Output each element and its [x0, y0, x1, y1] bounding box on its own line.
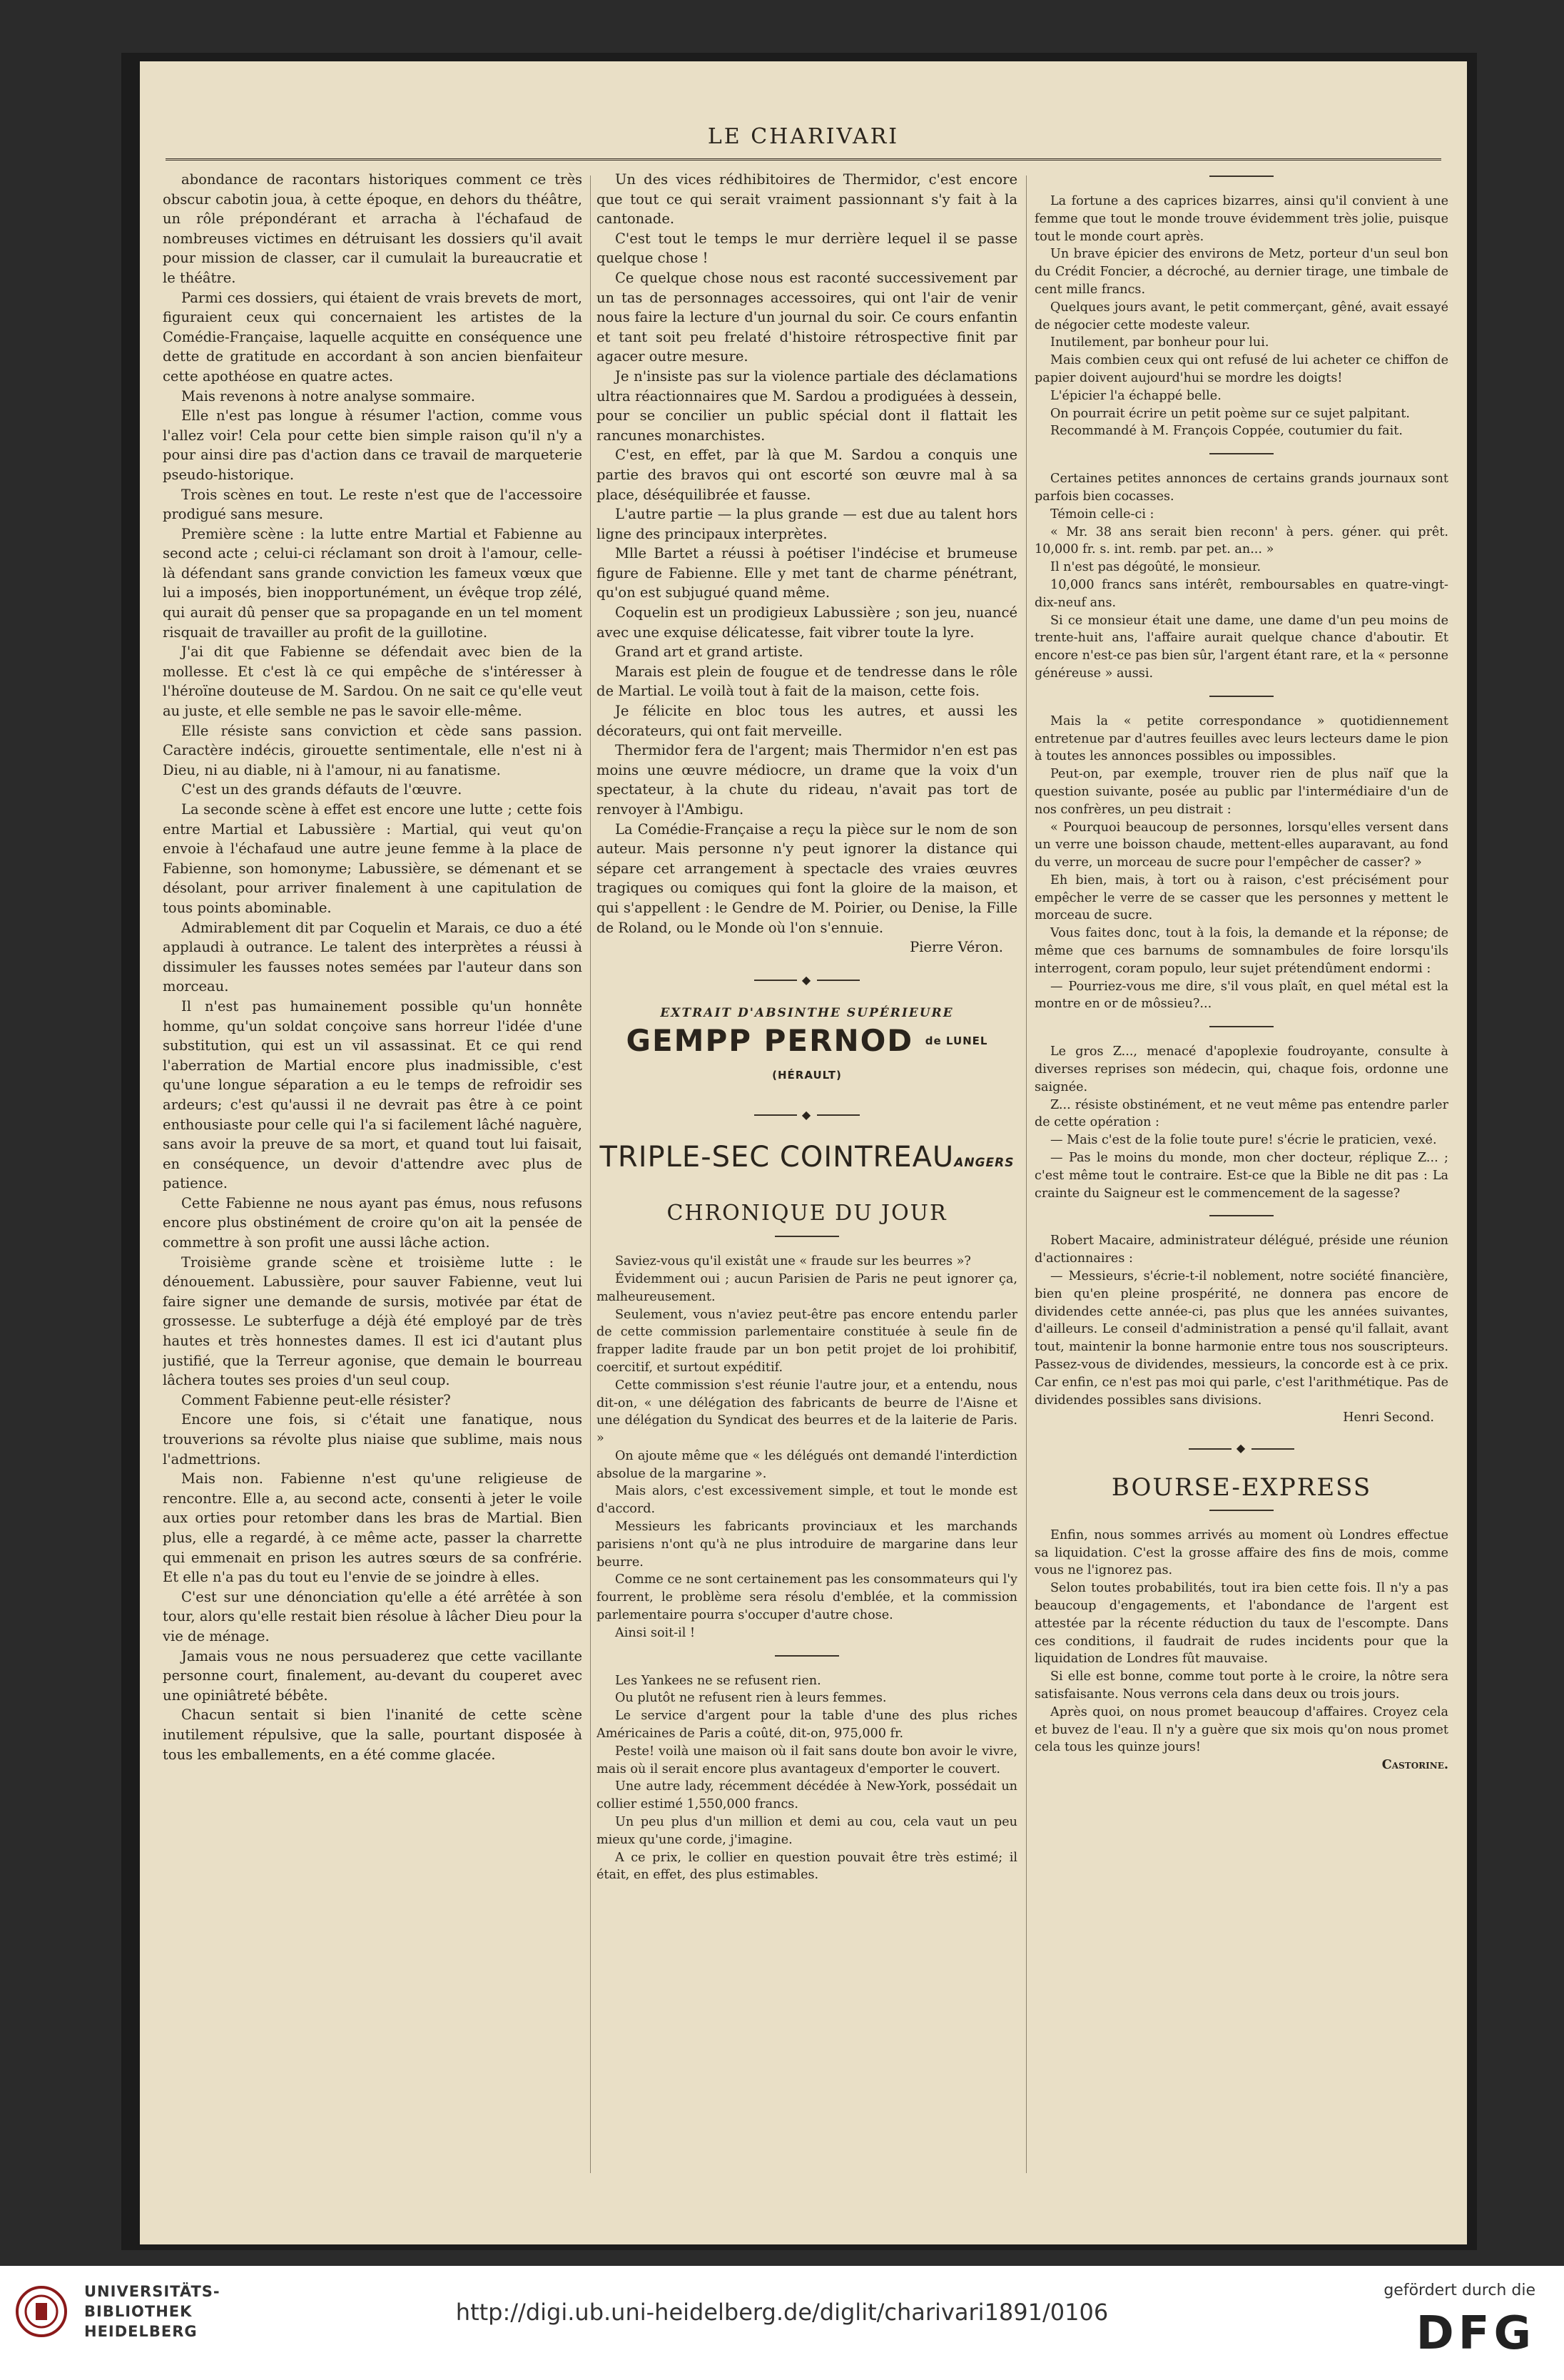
paragraph: C'est, en effet, par là que M. Sardou a conquis une partie des bravos qui ont escorté son œuvre mal à sa place, déséquilibrée et fausse. — [596, 447, 1017, 503]
paragraph: Marais est plein de fougue et de tendresse dans le rôle de Martial. Le voilà tout à fait de la maison, cette fois. — [596, 663, 1017, 700]
paragraph: Recommandé à M. François Coppée, coutumier du fait. — [1050, 424, 1403, 439]
column-2 — [596, 170, 1017, 2189]
paragraph: L'épicier l'a échappé belle. — [1050, 388, 1222, 403]
separator — [1209, 176, 1274, 177]
paragraph: Je félicite en bloc tous les autres, et aussi les décorateurs, qui ont fait merveille. — [596, 703, 1017, 739]
header-rule — [166, 158, 1441, 161]
column-rule — [1026, 176, 1027, 2173]
ornament-divider: ◆ — [596, 1105, 1017, 1125]
section-title-bourse: BOURSE-EXPRESS — [1111, 1473, 1372, 1502]
paragraph: Chacun sentait si bien l'inanité de cette scène inutilement répulsive, que la salle, pourtant disposée à tous les emballements, en a été comme glacée. — [163, 1707, 582, 1763]
paragraph: Messieurs les fabricants provinciaux et les marchands parisiens n'ont qu'à ne plus introduire de margarine dans leur beurre. — [596, 1520, 1017, 1570]
paragraph: Trois scènes en tout. Le reste n'est que de l'accessoire prodigué sans mesure. — [163, 486, 582, 523]
paragraph: — Pas le moins du monde, mon cher docteur, réplique Z... ; c'est même tout le contraire. Est-ce que la Bible ne dit pas : La crainte du Saigneur est le commencement de la sagesse? — [1035, 1151, 1448, 1201]
paragraph: Troisième grande scène et troisième lutte : le dénouement. Labussière, pour sauver Fabienne, veut lui faire signer une demande de sursis, motivée par état de grossesse. Le subterfuge a déjà été employé par de très hautes et très honnestes dames. Il est ici d'autant plus justifié, que la Terreur agonise, que demain le bourreau lâchera toutes ses proies d'un seul coup. — [163, 1253, 582, 1389]
paragraph: Thermidor fera de l'argent; mais Thermidor n'en est pas moins une œuvre médiocre, un drame que la voix d'un spectateur, à la chute du rideau, n'avait pas tort de renvoyer à l'Ambigu. — [596, 742, 1017, 818]
ad-line-2: GEMPP PERNOD $^{de LUNEL (HÉRAULT)}$ — [626, 1022, 988, 1082]
paragraph: Mais combien ceux qui ont refusé de lui acheter ce chiffon de papier doivent aujourd'hui se mordre les doigts! — [1035, 353, 1448, 385]
ad-line-1: EXTRAIT D'ABSINTHE SUPÉRIEURE — [660, 1006, 954, 1021]
paragraph: Parmi ces dossiers, qui étaient de vrais brevets de mort, figuraient ceux qui concernaient les artistes de la Comédie-Française, laquelle acquitte en conséquence une dette de gratitude en accordant à son ancien bienfaiteur cette apothéose en quatre actes. — [163, 289, 582, 385]
paragraph: abondance de racontars historiques comment ce très obscur cabotin joua, à cette époque, en dehors du théâtre, un rôle prépondérant et arracha à l'échafaud de nombreuses victimes en détruisant les dossiers qu'il avait pour mission de classer, car il cumulait la bureaucratie et le théâtre. — [163, 171, 582, 286]
paragraph: Vous faites donc, tout à la fois, la demande et la réponse; de même que ces barnums de somnambules de foire lorsqu'ils interrogent, coram populo, leur sujet prétendûment endormi : — [1035, 926, 1448, 976]
advertisement — [596, 1004, 1017, 1181]
separator — [775, 1236, 839, 1237]
paragraph: Une autre lady, récemment décédée à New-York, possédait un collier estimé 1,550,000 francs. — [596, 1779, 1017, 1812]
paragraph: On ajoute même que « les délégués ont demandé l'interdiction absolue de la margarine ». — [596, 1448, 1017, 1481]
paragraph: Encore une fois, si c'était une fanatique, nous trouverions sa révolte plus niaise que sublime, mais nous l'admettrions. — [163, 1411, 582, 1468]
dfg-logo: DFG — [1416, 2307, 1535, 2360]
paragraph: Mlle Bartet a réussi à poétiser l'indécise et brumeuse figure de Fabienne. Elle y met tant de charme pénétrant, qu'on est subjugué quand même. — [596, 545, 1017, 601]
masthead: LE CHARIVARI — [707, 124, 900, 149]
paragraph: Le service d'argent pour la table d'une des plus riches Américaines de Paris a coûté, dit-on, 975,000 fr. — [596, 1709, 1017, 1741]
paragraph: — Mais c'est de la folie toute pure! s'écrie le praticien, vexé. — [1050, 1133, 1437, 1148]
separator — [1209, 1215, 1274, 1216]
paragraph: Robert Macaire, administrateur délégué, préside une réunion d'actionnaires : — [1035, 1234, 1448, 1266]
paragraph: Si ce monsieur était une dame, une dame d'un peu moins de trente-huit ans, l'affaire aurait quelque chance d'aboutir. Et encore n'est-ce pas bien sûr, l'argent étant rare, et la « personne généreuse » aussi. — [1035, 613, 1448, 681]
footer-bar — [0, 2266, 1564, 2380]
paragraph: Grand art et grand artiste. — [615, 644, 803, 661]
paragraph: Ainsi soit-il ! — [615, 1625, 696, 1640]
paragraph: A ce prix, le collier en question pouvait être très estimé; il était, en effet, des plus estimables. — [596, 1850, 1017, 1883]
paragraph: C'est un des grands défauts de l'œuvre. — [181, 781, 462, 798]
paragraph: La Comédie-Française a reçu la pièce sur le nom de son auteur. Mais personne n'y peut ignorer la distance qui sépare cet arrangement à spectacle des vraies œuvres tragiques ou comiques qui font la gloire de la maison, et qui s'appellent : le Gendre de M. Poirier, ou Denise, la Fille de Roland, ou le Monde où l'on s'ennuie. — [596, 820, 1017, 936]
separator — [1209, 1510, 1274, 1511]
paragraph: Jamais vous ne nous persuaderez que cette vacillante personne court, finalement, au-devant du couperet avec une opiniâtreté bébête. — [163, 1647, 582, 1704]
signature-henri-second: Henri Second. — [1343, 1410, 1434, 1425]
newspaper-page — [140, 61, 1467, 2244]
paragraph: J'ai dit que Fabienne se défendait avec bien de la mollesse. Et c'est là ce qui empêche de s'intéresser à l'héroïne douteuse de M. Sardou. On ne sait ce qu'elle veut au juste, et elle semble ne pas le savoir elle-même. — [163, 644, 582, 720]
university-name: UNIVERSITÄTS- BIBLIOTHEK HEIDELBERG — [84, 2283, 220, 2340]
paragraph: — Messieurs, s'écrie-t-il noblement, notre société financière, bien qu'en pleine prospérité, ne donnera pas encore de dividendes cette année-ci, pas plus que les années suivantes, d'ailleurs. Le conseil d'administration a pensé qu'il fallait, avant tout, maintenir la bonne harmonie entre tous nos souscripteurs. Passez-vous de dividendes, messieurs, la concorde est à ce prix. Car enfin, ce n'est pas moi qui parle, c'est l'arithmétique. Pas de dividendes possibles sans divisions. — [1035, 1269, 1448, 1408]
column-1 — [163, 170, 582, 2189]
column-rule — [590, 176, 591, 2173]
paragraph: Témoin celle-ci : — [1050, 507, 1154, 522]
paragraph: L'autre partie — la plus grande — est due au talent hors ligne des principaux interprètes. — [596, 506, 1017, 542]
paragraph: Mais alors, c'est excessivement simple, et tout le monde est d'accord. — [596, 1484, 1017, 1517]
separator — [1209, 1026, 1274, 1027]
paragraph: Comment Fabienne peut-elle résister? — [181, 1391, 451, 1408]
paragraph: « Pourquoi beaucoup de personnes, lorsqu'elles versent dans un verre une boisson chaude, mettent-elles auparavant, au fond du verre, un morceau de sucre pour l'empêcher de casser? » — [1035, 820, 1448, 870]
paragraph: Après quoi, on nous promet beaucoup d'affaires. Croyez cela et buvez de l'eau. Il n'y a guère que six mois qu'on nous promet cela tous les quinze jours! — [1035, 1704, 1448, 1755]
ad-line-3: TRIPLE-SEC COINTREAUANGERS — [599, 1140, 1015, 1174]
separator — [1209, 453, 1274, 454]
paragraph: — Pourriez-vous me dire, s'il vous plaît, en quel métal est la montre en or de môssieu?... — [1035, 979, 1448, 1012]
paragraph: Un des vices rédhibitoires de Thermidor, c'est encore que tout ce qui serait vraiment passionnant s'y fait à la cantonade. — [596, 171, 1017, 228]
signature-castorine: Castorine. — [1381, 1757, 1448, 1773]
paragraph: « Mr. 38 ans serait bien reconn' à pers. géner. qui prêt. 10,000 fr. s. int. remb. par pet. an... » — [1035, 524, 1448, 557]
paragraph: Mais la « petite correspondance » quotidiennement entretenue par d'autres feuilles avec leurs lecteurs dame le pion à toutes les annonces possibles ou impossibles. — [1035, 713, 1448, 764]
ad-line-3-small: ANGERS — [954, 1155, 1015, 1170]
paragraph: Il n'est pas dégoûté, le monsieur. — [1050, 560, 1261, 575]
paragraph: La fortune a des caprices bizarres, ainsi qu'il convient à une femme que tout le monde trouve évidemment très jolie, puisque tout le monde court après. — [1035, 194, 1448, 244]
paragraph: Mais non. Fabienne n'est qu'une religieuse de rencontre. Elle a, au second acte, consenti à jeter le voile aux orties pour retomber dans les bras de Martial. Bien plus, elle a regardé, à ce même acte, passer la charrette qui emmenait en prison les autres sœurs de sa confrérie. Et elle n'a pas du tout eu l'envie de se joindre à elles. — [163, 1470, 582, 1586]
paragraph: C'est tout le temps le mur derrière lequel il se passe quelque chose ! — [596, 230, 1017, 267]
paragraph: Admirablement dit par Coquelin et Marais, ce duo a été applaudi à outrance. Le talent des interprètes a réussi à dissimuler les fausses notes semées par l'auteur dans son morceau. — [163, 919, 582, 995]
separator — [1209, 696, 1274, 697]
paragraph: Le gros Z..., menacé d'apoplexie foudroyante, consulte à diverses reprises son médecin, qui, chaque fois, ordonne une saignée. — [1035, 1044, 1448, 1094]
paragraph: Comme ce ne sont certainement pas les consommateurs qui l'y fourrent, le problème sera résolu d'emblée, et la commission parlementaire pourra s'occuper d'autre chose. — [596, 1572, 1017, 1623]
paragraph: Elle résiste sans conviction et cède sans passion. Caractère indécis, girouette sentimentale, elle n'est ni à Dieu, ni au diable, ni à l'amour, ni au fanatisme. — [163, 722, 582, 778]
paragraph: Les Yankees ne se refusent rien. — [615, 1673, 821, 1688]
paragraph: Selon toutes probabilités, tout ira bien cette fois. Il n'y a pas beaucoup d'engagements, et l'abondance de l'argent est attestée par la récente réduction du taux de l'escompte. Dans ces conditions, il faudrait de rudes incidents pour que la liquidation de Londres fût mauvaise. — [1035, 1581, 1448, 1667]
paragraph: Si elle est bonne, comme tout porte à le croire, la nôtre sera satisfaisante. Nous verrons cela dans deux ou trois jours. — [1035, 1669, 1448, 1702]
paragraph: Peut-on, par exemple, trouver rien de plus naïf que la question suivante, posée au public par l'intermédiaire d'un de nos confrères, un peu distrait : — [1035, 767, 1448, 817]
ad-line-2-small: de LUNEL (HÉRAULT) — [772, 1034, 988, 1082]
paragraph: Eh bien, mais, à tort ou à raison, c'est précisément pour empêcher le verre de se casser que les personnes y mettent le morceau de sucre. — [1035, 873, 1448, 923]
paragraph: Coquelin est un prodigieux Labussière ; son jeu, nuancé avec une exquise délicatesse, fait vibrer toute la lyre. — [596, 604, 1017, 641]
paragraph: Un brave épicier des environs de Metz, porteur d'un seul bon du Crédit Foncier, a décroché, au dernier tirage, une timbale de cent mille francs. — [1035, 247, 1448, 297]
paragraph: Certaines petites annonces de certains grands journaux sont parfois bien cocasses. — [1035, 472, 1448, 504]
paragraph: Z... résiste obstinément, et ne veut même pas entendre parler de cette opération : — [1035, 1097, 1448, 1130]
sponsor-text: gefördert durch die — [1383, 2282, 1535, 2299]
paragraph: Première scène : la lutte entre Martial et Fabienne au second acte ; celui-ci réclamant son droit à l'amour, celle-là défendant sans grande conviction les fameux vœux que lui a imposés, bien inopportunément, un évêque trop zélé, qui aurait dû penser que sa propagande en un tel moment risquait de travailler au profit de la guillotine. — [163, 525, 582, 641]
paragraph: Cette commission s'est réunie l'autre jour, et a entendu, nous dit-on, « une délégation des fabricants de beurre de l'Aisne et une délégation du Syndicat des beurres et de la laiterie de Paris. » — [596, 1378, 1017, 1446]
column-3 — [1035, 170, 1448, 2189]
paragraph: Il n'est pas humainement possible qu'un honnête homme, qu'un soldat conçoive sans horreur l'idée d'une substitution, qui est un vil assassinat. Et ce qui rend l'aberration de Martial encore plus inadmissible, c'est qu'une longue séparation a eu le temps de refroidir ses ardeurs; c'est qu'aussi il ne devrait pas être à ce point enthousiaste pour celle qui l'a si facilement lâché naguère, sans avoir la preuve de sa mort, et quand tout lui faisait, en conséquence, un devoir d'attendre avec plus de patience. — [163, 997, 582, 1192]
paragraph: La seconde scène à effet est encore une lutte ; cette fois entre Martial et Labussière : Martial, qui veut qu'on envoie à l'échafaud une autre jeune femme à la place de Fabienne, son homonyme; Labussière, se démenant et se désolant, pour arriver finalement à une capitulation de tous points abominable. — [163, 801, 582, 916]
paragraph: Un peu plus d'un million et demi au cou, cela vaut un peu mieux qu'une corde, j'imagine. — [596, 1815, 1017, 1847]
paragraph: Évidemment oui ; aucun Parisien de Paris ne peut ignorer ça, malheureusement. — [596, 1271, 1017, 1304]
ornament-divider: ◆ — [596, 970, 1017, 990]
paragraph: Mais revenons à notre analyse sommaire. — [181, 387, 475, 405]
ornament-divider: ◆ — [1035, 1440, 1448, 1458]
paragraph: Peste! voilà une maison où il fait sans doute bon avoir le vivre, mais où il serait encore plus avantageux d'emporter le couvert. — [596, 1744, 1017, 1776]
paragraph: 10,000 francs sans intérêt, remboursables en quatre-vingt-dix-neuf ans. — [1035, 577, 1448, 610]
section-title-chronique: CHRONIQUE DU JOUR — [666, 1200, 948, 1226]
source-url-link[interactable]: http://digi.ub.uni-heidelberg.de/diglit/charivari1891/0106 — [455, 2299, 1109, 2326]
separator — [775, 1655, 839, 1657]
signature-pierre-veron: Pierre Véron. — [910, 939, 1003, 956]
paragraph: Enfin, nous sommes arrivés au moment où Londres effectue sa liquidation. C'est la grosse affaire des fins de mois, comme vous ne l'ignorez pas. — [1035, 1527, 1448, 1578]
paragraph: Quelques jours avant, le petit commerçant, gêné, avait essayé de négocier cette modeste valeur. — [1035, 300, 1448, 332]
paragraph: Ce quelque chose nous est raconté successivement par un tas de personnages accessoires, qui ont l'air de venir nous faire la lecture d'un journal du soir. Ce cours enfantin et tant soit peu frelaté d'histoire rétrospective finit par agacer outre mesure. — [596, 269, 1017, 365]
paragraph: On pourrait écrire un petit poème sur ce sujet palpitant. — [1050, 406, 1411, 421]
paragraph: Cette Fabienne ne nous ayant pas émus, nous refusons encore plus obstinément de croire qu'on ait la pensée de commettre à son profit une aussi lâche action. — [163, 1194, 582, 1251]
paragraph: Elle n'est pas longue à résumer l'action, comme vous l'allez voir! Cela pour cette bien simple raison qu'il n'y a pour ainsi dire pas d'action dans ce travail de marqueterie pseudo-historique. — [163, 407, 582, 483]
paragraph: Saviez-vous qu'il existât une « fraude sur les beurres »? — [615, 1254, 971, 1269]
paragraph: Seulement, vous n'aviez peut-être pas encore entendu parler de cette commission parlementaire constituée à seule fin de frapper ladite fraude par un bon petit projet de loi prohibitif, coercitif, et surtout expéditif. — [596, 1307, 1017, 1375]
paragraph: Ou plutôt ne refusent rien à leurs femmes. — [615, 1691, 887, 1706]
paragraph: C'est sur une dénonciation qu'elle a été arrêtée à son tour, alors qu'elle restait bien résolue à lâcher Dieu pour la vie de ménage. — [163, 1588, 582, 1644]
paragraph: Je n'insiste pas sur la violence partiale des déclamations ultra réactionnaires que M. Sardou a prodiguées à dessein, pour se concilier un public spécial dont il flattait les rancunes monarchistes. — [596, 367, 1017, 444]
paragraph: Inutilement, par bonheur pour lui. — [1050, 335, 1269, 350]
